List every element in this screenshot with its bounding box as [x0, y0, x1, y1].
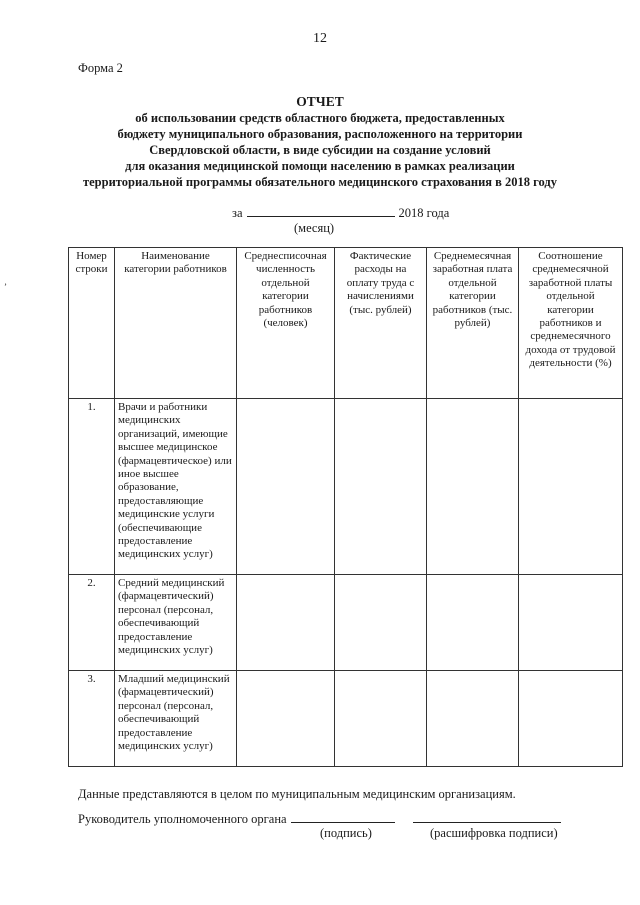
row-number: 2. [69, 575, 115, 671]
report-title-line: об использовании средств областного бюджета, предоставленных [135, 111, 505, 125]
expenses-cell[interactable] [335, 671, 427, 767]
table-row [69, 671, 623, 767]
report-table [68, 247, 623, 767]
signature-label: Руководитель уполномоченного органа [78, 812, 287, 826]
row-number: 3. [69, 671, 115, 767]
headcount-cell[interactable] [237, 575, 335, 671]
report-title-line: Свердловской области, в виде субсидии на создание условий [149, 143, 491, 157]
period-prefix: за [232, 206, 243, 220]
ratio-cell[interactable] [519, 399, 623, 575]
period-line [232, 204, 449, 221]
report-heading: ОТЧЕТ [296, 94, 344, 109]
table-row [69, 399, 623, 575]
signature-caption: (подпись) [320, 826, 372, 840]
period-suffix: 2018 года [398, 206, 450, 220]
header-average-salary: Среднемесячная заработная плата отдельной категории работников (тыс. рублей) [427, 248, 519, 399]
report-title-line: бюджету муниципального образования, расположенного на территории [117, 127, 523, 141]
headcount-cell[interactable] [237, 671, 335, 767]
header-actual-expenses: Фактические расходы на оплату труда с начислениями (тыс. рублей) [335, 248, 427, 399]
signature-line [78, 810, 561, 827]
expenses-cell[interactable] [335, 399, 427, 575]
ratio-cell[interactable] [519, 671, 623, 767]
page-number: 12 [313, 31, 327, 46]
header-salary-ratio: Соотношение среднемесячной заработной платы отдельной категории работников и среднемесячного дохода от трудовой деятельности (%) [519, 248, 623, 399]
salary-cell[interactable] [427, 575, 519, 671]
header-row-number: Номер строки [69, 248, 115, 399]
category-name: Младший медицинский (фармацевтический) персонал (персонал, обеспечивающий предоставление медицинских услуг) [115, 671, 237, 767]
table-row [69, 575, 623, 671]
signature-decoding-caption: (расшифровка подписи) [430, 826, 558, 840]
header-average-headcount: Среднесписочная численность отдельной категории работников (человек) [237, 248, 335, 399]
form-label: Форма 2 [78, 61, 123, 75]
salary-cell[interactable] [427, 671, 519, 767]
headcount-cell[interactable] [237, 399, 335, 575]
header-category-name: Наименование категории работников [115, 248, 237, 399]
margin-mark: ’ [4, 282, 7, 292]
report-title-line: территориальной программы обязательного медицинского страхования в 2018 году [82, 175, 558, 189]
signature-decoding-blank-field[interactable] [413, 810, 561, 823]
report-title-line: для оказания медицинской помощи населению в рамках реализации [125, 159, 515, 173]
month-caption: (месяц) [294, 221, 335, 235]
ratio-cell[interactable] [519, 575, 623, 671]
month-blank-field[interactable] [247, 204, 395, 217]
expenses-cell[interactable] [335, 575, 427, 671]
category-name: Средний медицинский (фармацевтический) персонал (персонал, обеспечивающий предоставление медицинских услуг) [115, 575, 237, 671]
category-name: Врачи и работники медицинских организаций, имеющие высшее медицинское (фармацевтическое) или иное высшее образование, предоставляющие медицинские услуги (обеспечивающие предоставление медицинских услуг) [115, 399, 237, 575]
report-title-block [40, 94, 600, 190]
footnote: Данные представляются в целом по муниципальным медицинским организациям. [78, 787, 516, 801]
signature-blank-field[interactable] [291, 810, 395, 823]
row-number: 1. [69, 399, 115, 575]
salary-cell[interactable] [427, 399, 519, 575]
table-header-row [69, 248, 623, 399]
